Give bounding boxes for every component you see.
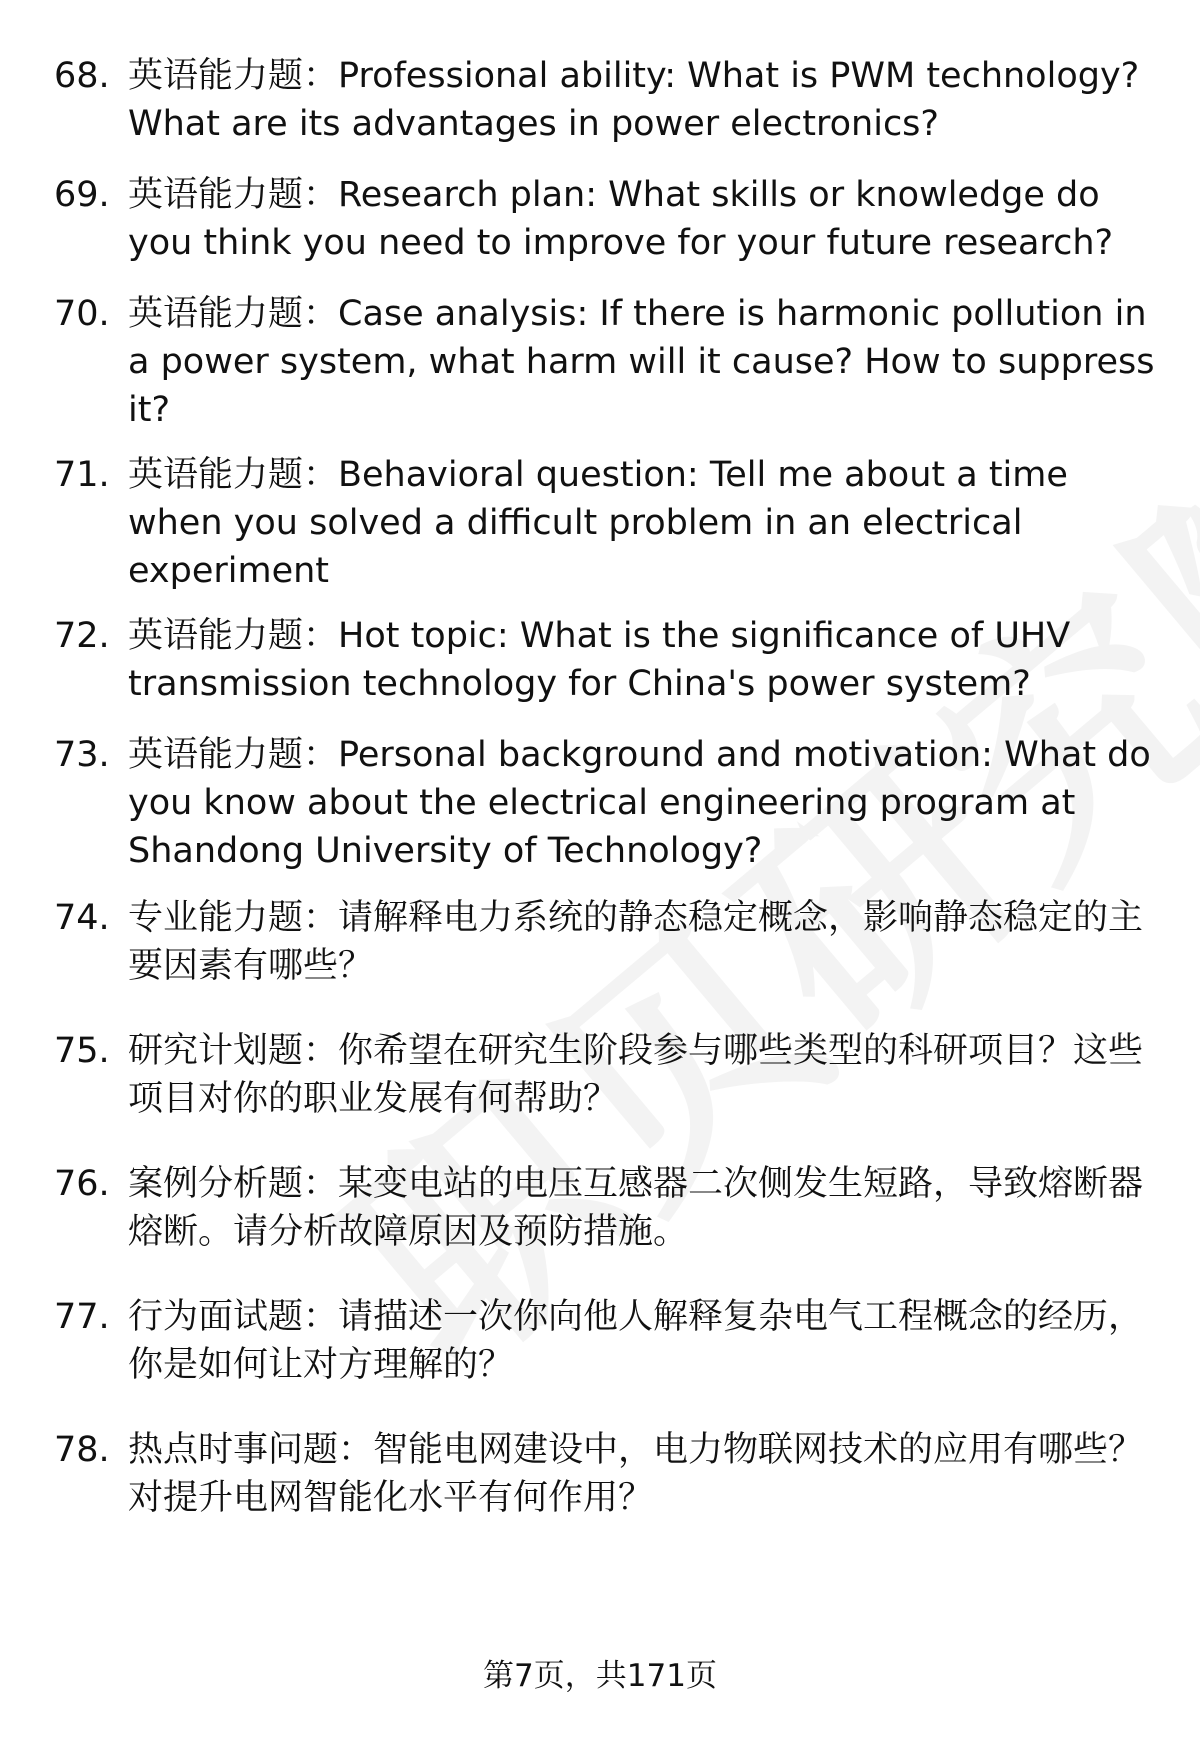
question-text: 英语能力题：Professional ability: What is PWM technology? What are its advantages in power electronics? [128,56,1140,144]
question-text: 行为面试题：请描述一次你向他人解释复杂电气工程概念的经历，你是如何让对方理解的？ [128,1297,1144,1385]
question-text: 英语能力题：Hot topic: What is the significance of UHV transmission technology for China's power system? [128,616,1071,704]
question-text: 热点时事问题：智能电网建设中，电力物联网技术的应用有哪些？对提升电网智能化水平有何作用？ [128,1430,1144,1518]
question-number: 78. [54,1430,110,1470]
question-number: 70. [54,294,110,334]
question-number: 74. [54,898,110,938]
question-number: 68. [54,56,110,96]
question-text: 英语能力题：Research plan: What skills or knowledge do you think you need to improve for your future research? [128,175,1114,263]
question-text: 英语能力题：Behavioral question: Tell me about a time when you solved a difficult problem in an electrical experiment [128,455,1068,591]
question-text: 案例分析题：某变电站的电压互感器二次侧发生短路，导致熔断器熔断。请分析故障原因及预防措施。 [128,1164,1144,1252]
question-number: 73. [54,735,110,775]
question-number: 71. [54,455,110,495]
question-number: 72. [54,616,110,656]
question-number: 76. [54,1164,110,1204]
question-number: 77. [54,1297,110,1337]
question-number: 69. [54,175,110,215]
question-text: 研究计划题：你希望在研究生阶段参与哪些类型的科研项目？这些项目对你的职业发展有何帮助？ [128,1031,1144,1119]
question-text: 英语能力题：Case analysis: If there is harmonic pollution in a power system, what harm will it cause? How to suppress it? [128,294,1155,430]
question-number: 75. [54,1031,110,1071]
question-text: 英语能力题：Personal background and motivation: What do you know about the electrical engineering program at Shandong University of Technology? [128,735,1151,871]
page-number-footer: 第7页，共171页 [483,1658,717,1694]
question-text: 专业能力题：请解释电力系统的静态稳定概念，影响静态稳定的主要因素有哪些？ [128,898,1144,986]
